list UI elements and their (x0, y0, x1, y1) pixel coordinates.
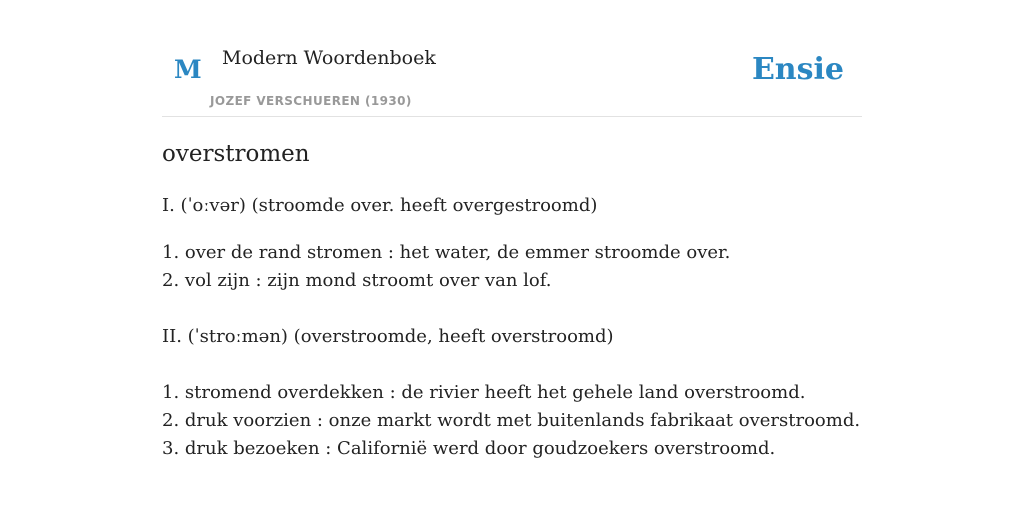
definition-1-2: 2. vol zijn : zijn mond stroomt over van lof. (162, 270, 552, 291)
dictionary-author: JOZEF VERSCHUEREN (1930) (210, 94, 412, 108)
dictionary-logo[interactable]: M (174, 55, 202, 84)
definition-1-1: 1. over de rand stromen : het water, de emmer stroomde over. (162, 242, 731, 263)
headword: overstromen (162, 141, 310, 167)
definition-2-2: 2. druk voorzien : onze markt wordt met buitenlands fabrikaat overstroomd. (162, 410, 861, 431)
section-heading-2: II. (ˈstroːmən) (overstroomde, heeft overstroomd) (162, 326, 614, 347)
dictionary-title[interactable]: Modern Woordenboek (222, 47, 436, 69)
definition-2-1: 1. stromend overdekken : de rivier heeft het gehele land overstroomd. (162, 382, 806, 403)
definition-2-3: 3. druk bezoeken : Californië werd door goudzoekers overstroomd. (162, 438, 776, 459)
ensie-brand-logo[interactable]: Ensie (751, 52, 844, 87)
page-header (162, 0, 862, 117)
section-heading-1: I. (ˈoːvər) (stroomde over. heeft overgestroomd) (162, 195, 598, 216)
